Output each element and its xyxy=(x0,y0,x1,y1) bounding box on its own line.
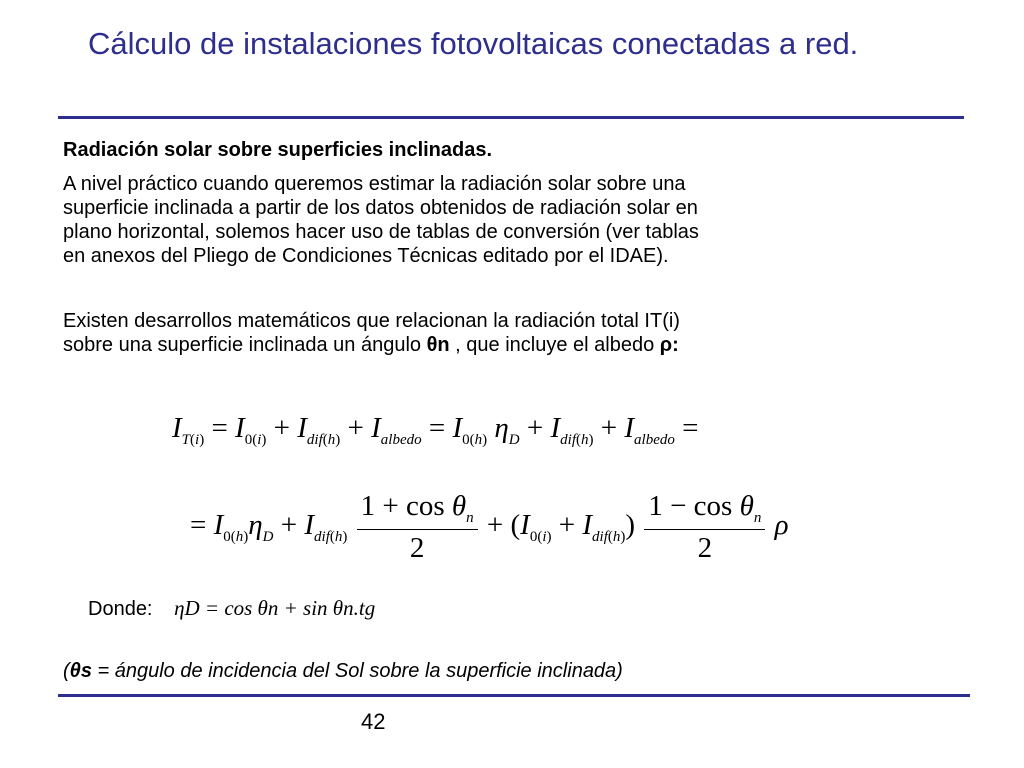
math-line xyxy=(63,333,680,357)
theta-symbol: θn xyxy=(426,334,450,356)
intro-line: plano horizontal, solemos hacer uso de tablas de conversión (ver tablas xyxy=(63,221,699,243)
intro-paragraph xyxy=(63,172,699,268)
equation-line-1: $I_{T(i)} = I_{0(i)} + I_{dif(h)} + I_{albedo} = I_{0(h)}$ $\eta_D + I_{dif(h)} + I_{albedo}$ = xyxy=(172,412,699,448)
theta-note xyxy=(63,660,623,683)
intro-line: superficie inclinada a partir de los datos obtenidos de radiación solar en xyxy=(63,197,698,219)
math-text: sobre una superficie inclinada un ángulo xyxy=(63,334,427,356)
eta-formula: ηD = cos θn + sin θn.tg xyxy=(174,596,376,620)
note-text: = ángulo de incidencia del Sol sobre la superficie inclinada) xyxy=(91,660,623,682)
intro-line: A nivel práctico cuando queremos estimar la radiación solar sobre una xyxy=(63,173,686,195)
where-label: Donde: xyxy=(88,598,153,620)
note-symbol: θs xyxy=(69,660,92,682)
colon: : xyxy=(672,334,679,356)
title-divider xyxy=(58,116,964,119)
intro-line: en anexos del Pliego de Condiciones Técnicas editado por el IDAE). xyxy=(63,245,669,267)
math-line: Existen desarrollos matemáticos que relacionan la radiación total IT(i) xyxy=(63,310,680,332)
math-text: , que incluye el albedo xyxy=(449,334,660,356)
equation-line-2: = $I_{0(h)}\eta_D + I_{dif(h)}$ $\frac{1 + \cos \theta_n}{2}$ + $(I_{0(i)} + I_{dif(h)})$ $\frac{1 - \cos \theta_n}{2}$ ρ xyxy=(190,490,789,564)
fraction: $\frac{1 + \cos \theta_n}{2}$ xyxy=(357,490,478,565)
page-number: 42 xyxy=(361,709,386,734)
where-clause xyxy=(88,596,375,621)
fraction: $\frac{1 - \cos \theta_n}{2}$ xyxy=(644,490,765,565)
math-paragraph xyxy=(63,309,680,357)
note-open: ( xyxy=(63,660,70,682)
slide-title: Cálculo de instalaciones fotovoltaicas conectadas a red. xyxy=(88,26,859,61)
footer-divider xyxy=(58,694,970,697)
section-heading: Radiación solar sobre superficies inclinadas. xyxy=(63,139,493,161)
rho-symbol: ρ xyxy=(659,334,673,356)
